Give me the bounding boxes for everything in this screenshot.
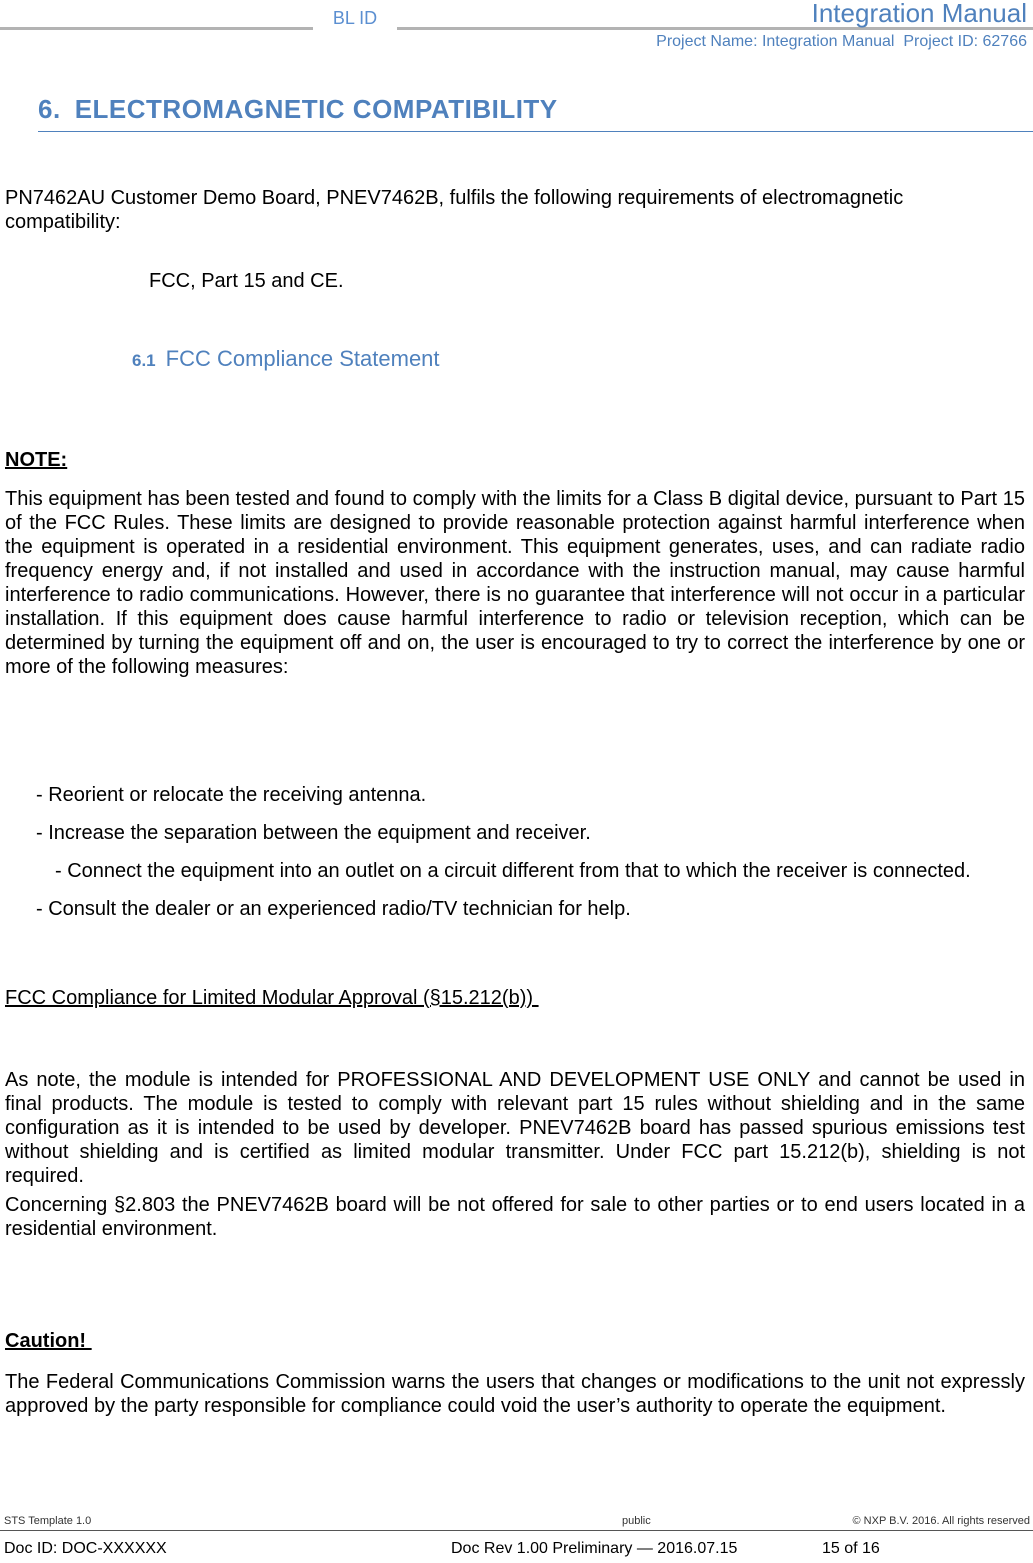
caution-label: Caution! <box>5 1330 92 1352</box>
list-item: - Connect the equipment into an outlet on a circuit different from that to which the receiver is connected. <box>55 860 971 882</box>
bl-id-label: BL ID <box>313 6 397 30</box>
limited-modular-heading: FCC Compliance for Limited Modular Approval (§15.212(b)) <box>5 987 539 1009</box>
page-number: 15 of 16 <box>822 1540 880 1557</box>
header-rule-left <box>0 27 313 30</box>
subsection-heading <box>132 346 440 372</box>
limited-modular-paragraph: As note, the module is intended for PROFESSIONAL AND DEVELOPMENT USE ONLY and cannot be used in final products. The module is tested to comply with relevant part 15 rules without shielding and in the same configuration as it is intended to be used by developer. PNEV7462B board has passed spurious emissions test without shielding and is certified as limited modular transmitter. Under FCC part 15.212(b), shielding is not required. <box>5 1069 1025 1187</box>
intro-paragraph: PN7462AU Customer Demo Board, PNEV7462B, fulfils the following requirements of electromagnetic compatibility: <box>5 187 904 233</box>
requirement-line: FCC, Part 15 and CE. <box>149 270 344 292</box>
section-title: ELECTROMAGNETIC COMPATIBILITY <box>74 94 558 124</box>
footer-template: STS Template 1.0 <box>4 1515 92 1527</box>
subsection-number: 6.1 <box>132 351 156 370</box>
footer-rule <box>0 1530 1033 1531</box>
list-item: - Increase the separation between the equipment and receiver. <box>36 822 591 844</box>
section-heading <box>38 94 558 125</box>
list-item: - Reorient or relocate the receiving antenna. <box>36 784 427 806</box>
concerning-paragraph: Concerning §2.803 the PNEV7462B board will be not offered for sale to other parties or to end users located in a residential environment. <box>5 1194 1025 1240</box>
note-paragraph: This equipment has been tested and found to comply with the limits for a Class B digital device, pursuant to Part 15 of the FCC Rules. These limits are designed to provide reasonable protection against harmful interference when the equipment is operated in a residential environment. This equipment generates, uses, and can radiate radio frequency energy and, if not installed and used in accordance with the instruction manual, may cause harmful interference to radio communications. However, there is no guarantee that interference will not occur in a particular installation. If this equipment does cause harmful interference to radio or television reception, which can be determined by turning the equipment off and on, the user is encouraged to try to correct the interference by one or more of the following measures: <box>5 488 1025 678</box>
section-heading-rule <box>38 131 1033 132</box>
note-label: NOTE: <box>5 449 68 471</box>
caution-paragraph: The Federal Communications Commission warns the users that changes or modifications to the unit not expressly approved by the party responsible for compliance could void the user’s authority to operate the equipment. <box>5 1371 1025 1417</box>
footer-copyright: © NXP B.V. 2016. All rights reserved <box>852 1515 1030 1527</box>
footer-doc-id: Doc ID: DOC-XXXXXX <box>4 1540 167 1557</box>
section-number: 6. <box>38 94 61 124</box>
measures-list <box>36 783 1026 935</box>
subsection-title: FCC Compliance Statement <box>165 346 440 371</box>
list-item: - Consult the dealer or an experienced radio/TV technician for help. <box>36 898 631 920</box>
footer-classification: public <box>622 1515 651 1527</box>
footer-doc-rev: Doc Rev 1.00 Preliminary — 2016.07.15 <box>451 1540 738 1557</box>
document-title: Integration Manual <box>811 0 1027 28</box>
project-info: Project Name: Integration Manual Project ID: 62766 <box>656 33 1027 50</box>
